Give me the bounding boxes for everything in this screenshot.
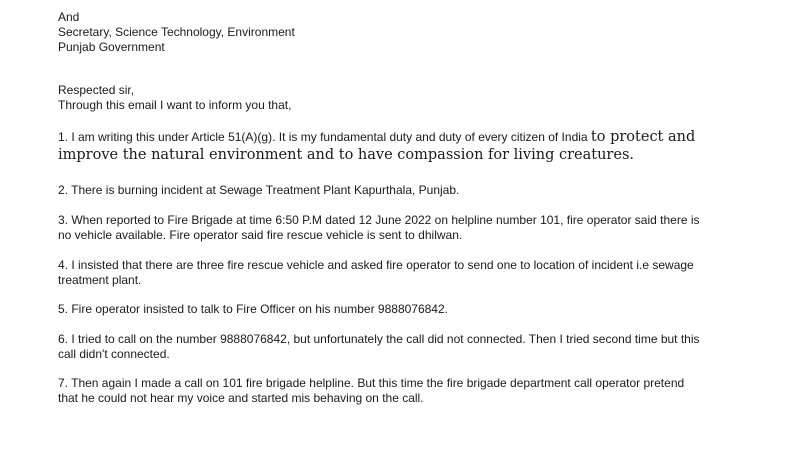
point-1-line-2: improve the natural environment and to have compassion for living creatures. (58, 147, 634, 163)
point-5: 5. Fire operator insisted to talk to Fire Officer on his number 9888076842. (58, 302, 448, 316)
header-recipient-org: Punjab Government (58, 40, 165, 54)
point-4-line-1: 4. I insisted that there are three fire rescue vehicle and asked fire operator to send one to location of incident i.e sewage (58, 258, 694, 272)
point-1-quote-start: to protect and (590, 129, 696, 145)
point-6-line-1: 6. I tried to call on the number 9888076842, but unfortunately the call did not connected. Then I tried second time but this (58, 332, 700, 346)
intro-line: Through this email I want to inform you that, (58, 98, 292, 112)
header-and: And (58, 10, 80, 24)
point-7-line-1: 7. Then again I made a call on 101 fire brigade helpline. But this time the fire brigade department call operator pretend (58, 376, 685, 390)
salutation: Respected sir, (58, 83, 135, 97)
point-1-text: 1. I am writing this under Article 51(A)(g). It is my fundamental duty and duty of every citizen of India (58, 130, 591, 144)
point-3-line-2: no vehicle available. Fire operator said fire rescue vehicle is sent to dhilwan. (58, 228, 463, 242)
point-6-line-2: call didn't connected. (58, 347, 170, 361)
point-3-line-1: 3. When reported to Fire Brigade at time 6:50 P.M dated 12 June 2022 on helpline number 101, fire operator said there is (58, 213, 700, 227)
point-7-line-2: that he could not hear my voice and started mis behaving on the call. (58, 391, 424, 405)
point-4-line-2: treatment plant. (58, 273, 142, 287)
header-recipient-title: Secretary, Science Technology, Environment (58, 25, 295, 39)
point-2: 2. There is burning incident at Sewage Treatment Plant Kapurthala, Punjab. (58, 183, 460, 197)
point-1-line-1 (58, 130, 695, 145)
